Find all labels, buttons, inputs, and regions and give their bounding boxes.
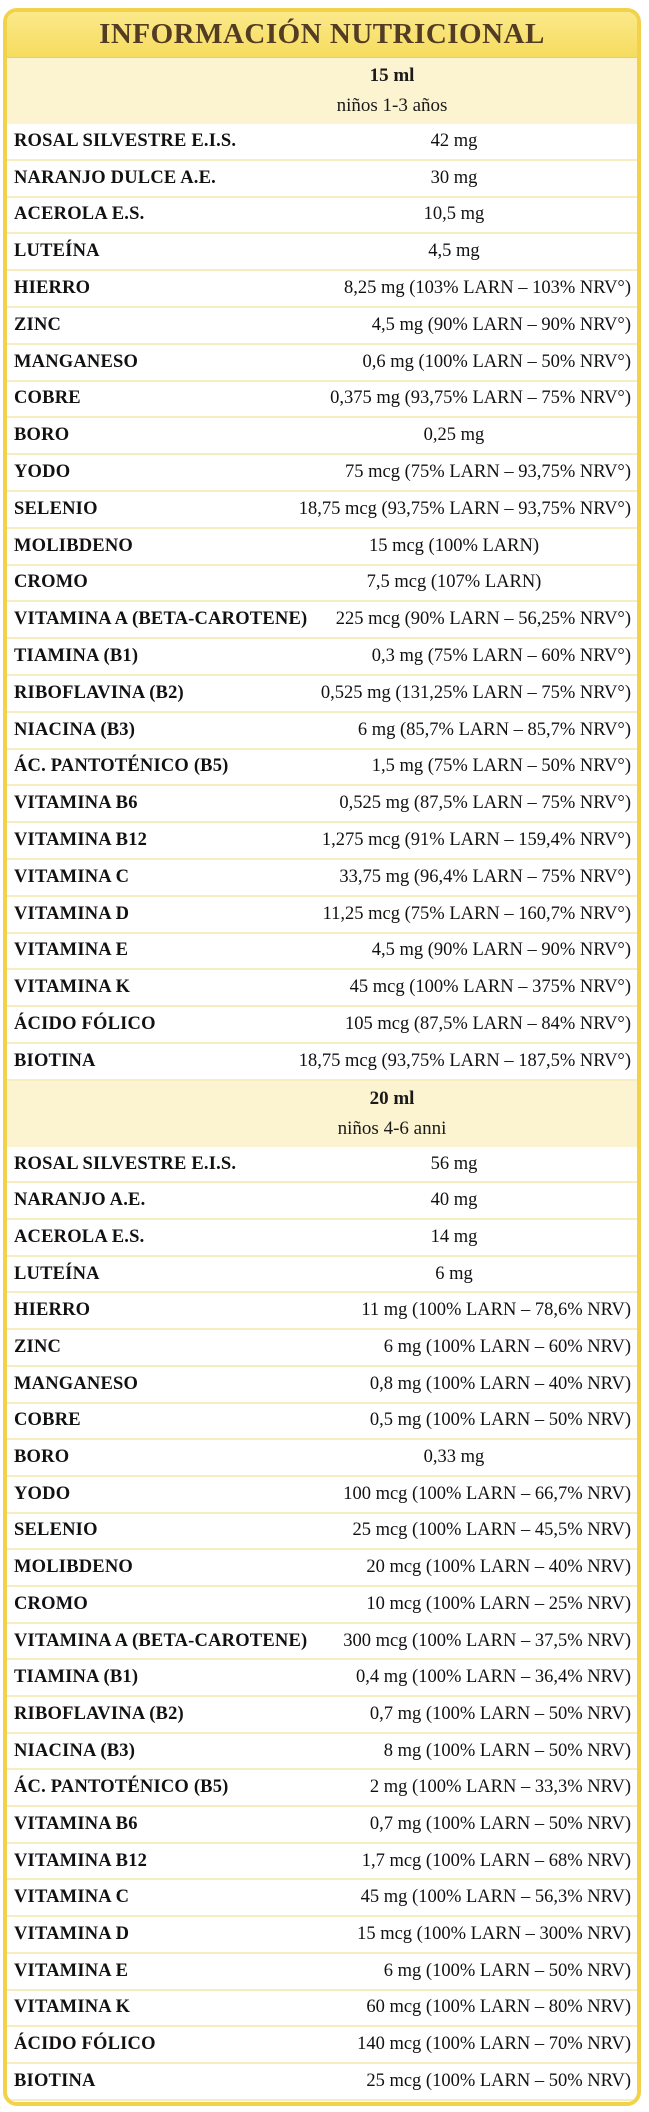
- nutrient-name: NARANJO DULCE A.E.: [14, 167, 216, 188]
- nutrient-name: YODO: [14, 462, 71, 483]
- nutrient-value: 8,25 mg (103% LARN – 103% NRV°): [344, 278, 631, 299]
- nutrient-name: SELENIO: [14, 498, 98, 519]
- nutrient-row: [7, 1991, 637, 2028]
- nutrient-row: [7, 1807, 637, 1844]
- nutrient-value: 1,275 mcg (91% LARN – 159,4% NRV°): [321, 830, 631, 851]
- nutrient-name: VITAMINA A (BETA-CAROTENE): [14, 609, 308, 630]
- nutrient-value: 300 mcg (100% LARN – 37,5% NRV): [343, 1630, 631, 1651]
- nutrient-value: 4,5 mg (90% LARN – 90% NRV°): [371, 940, 631, 961]
- nutrient-value: 14 mg: [430, 1226, 478, 1247]
- nutrient-value: 0,4 mg (100% LARN – 36,4% NRV): [356, 1667, 631, 1688]
- nutrient-row: [7, 1404, 637, 1441]
- nutrient-value: 60 mcg (100% LARN – 80% NRV): [366, 1997, 631, 2018]
- nutrient-name: MOLIBDENO: [14, 535, 133, 556]
- nutrient-name: NIACINA (B3): [14, 719, 136, 740]
- nutrient-name: BORO: [14, 425, 70, 446]
- nutrient-value: 15 mcg (100% LARN): [368, 535, 540, 556]
- nutrient-row: [7, 860, 637, 897]
- nutrient-value: 225 mcg (90% LARN – 56,25% NRV°): [335, 609, 631, 630]
- nutrient-name: VITAMINA K: [14, 1997, 131, 2018]
- nutrient-value: 100 mcg (100% LARN – 66,7% NRV): [343, 1483, 631, 1504]
- nutrient-row: [7, 455, 637, 492]
- nutrient-name: VITAMINA E: [14, 940, 129, 961]
- nutrient-row: [7, 1007, 637, 1044]
- nutrient-row: [7, 1844, 637, 1881]
- nutrient-row: [7, 271, 637, 308]
- nutrition-panel: [3, 8, 641, 2106]
- nutrient-value: 8 mg (100% LARN – 50% NRV): [383, 1740, 631, 1761]
- nutrient-row: [7, 823, 637, 860]
- nutrient-row: [7, 1697, 637, 1734]
- nutrient-row: [7, 1293, 637, 1330]
- nutrient-value: 42 mg: [430, 130, 478, 151]
- nutrient-row: [7, 639, 637, 676]
- nutrient-row: [7, 1330, 637, 1367]
- nutrient-row: [7, 1624, 637, 1661]
- nutrient-name: VITAMINA A (BETA-CAROTENE): [14, 1630, 308, 1651]
- nutrient-row: [7, 198, 637, 235]
- nutrient-name: BORO: [14, 1447, 70, 1468]
- nutrient-value: 15 mcg (100% LARN – 300% NRV): [357, 1924, 631, 1944]
- age-group: niños 1-3 años: [336, 95, 448, 116]
- nutrient-value: 75 mcg (75% LARN – 93,75% NRV°): [345, 462, 631, 483]
- nutrient-row: [7, 1044, 637, 1081]
- nutrient-name: RIBOFLAVINA (B2): [14, 682, 184, 703]
- nutrient-value: 25 mcg (100% LARN – 50% NRV): [366, 2070, 631, 2091]
- nutrient-name: ÁCIDO FÓLICO: [14, 1014, 156, 1035]
- nutrient-value: 0,25 mg: [423, 425, 485, 446]
- nutrient-name: MANGANESO: [14, 1373, 139, 1394]
- nutrient-row: [7, 566, 637, 603]
- nutrient-name: BIOTINA: [14, 1050, 96, 1071]
- nutrient-value: 6 mg (100% LARN – 50% NRV): [383, 1960, 631, 1981]
- sections-container: [7, 58, 637, 2101]
- nutrient-value: 1,7 mcg (100% LARN – 68% NRV): [361, 1850, 631, 1871]
- serving-quantity: 20 ml: [369, 1087, 415, 1109]
- nutrient-value: 40 mg: [430, 1190, 478, 1211]
- nutrient-row: [7, 1660, 637, 1697]
- nutrient-value: 11 mg (100% LARN – 78,6% NRV): [361, 1300, 631, 1321]
- nutrient-name: ACEROLA E.S.: [14, 1226, 145, 1247]
- nutrient-row: [7, 1734, 637, 1771]
- nutrient-row: [7, 1183, 637, 1220]
- nutrient-name: ACEROLA E.S.: [14, 204, 145, 225]
- nutrient-row: [7, 124, 637, 161]
- nutrient-name: ROSAL SILVESTRE E.I.S.: [14, 130, 237, 151]
- nutrient-row: [7, 382, 637, 419]
- nutrient-row: [7, 2064, 637, 2101]
- nutrient-value: 0,5 mg (100% LARN – 50% NRV): [369, 1410, 631, 1431]
- nutrient-row: [7, 418, 637, 455]
- nutrient-name: VITAMINA D: [14, 1924, 130, 1944]
- nutrient-name: HIERRO: [14, 278, 91, 299]
- nutrient-value: 20 mcg (100% LARN – 40% NRV): [366, 1557, 631, 1578]
- nutrient-name: TIAMINA (B1): [14, 1667, 139, 1688]
- nutrient-row: [7, 897, 637, 934]
- nutrient-row: [7, 676, 637, 713]
- nutrient-row: [7, 970, 637, 1007]
- nutrient-value: 0,7 mg (100% LARN – 50% NRV): [369, 1813, 631, 1834]
- nutrient-name: NIACINA (B3): [14, 1740, 136, 1761]
- nutrient-value: 45 mg (100% LARN – 56,3% NRV): [360, 1887, 631, 1908]
- panel-title: INFORMACIÓN NUTRICIONAL: [7, 12, 637, 58]
- nutrient-value: 0,525 mg (131,25% LARN – 75% NRV°): [320, 682, 631, 703]
- nutrient-value: 25 mcg (100% LARN – 45,5% NRV): [352, 1520, 631, 1541]
- nutrient-row: [7, 492, 637, 529]
- nutrient-row: [7, 602, 637, 639]
- nutrient-name: VITAMINA D: [14, 903, 130, 924]
- nutrient-row: [7, 308, 637, 345]
- nutrient-name: ZINC: [14, 314, 62, 335]
- nutrient-name: COBRE: [14, 1410, 81, 1431]
- nutrient-name: CROMO: [14, 572, 88, 593]
- section-header: [7, 1081, 637, 1147]
- nutrient-row: [7, 1220, 637, 1257]
- nutrient-name: RIBOFLAVINA (B2): [14, 1703, 184, 1724]
- nutrient-name: SELENIO: [14, 1520, 98, 1541]
- nutrient-name: VITAMINA B12: [14, 1850, 148, 1871]
- nutrient-row: [7, 1550, 637, 1587]
- nutrient-row: [7, 345, 637, 382]
- nutrient-name: HIERRO: [14, 1300, 91, 1321]
- nutrient-row: [7, 1587, 637, 1624]
- nutrient-name: NARANJO A.E.: [14, 1190, 146, 1211]
- nutrient-value: 105 mcg (87,5% LARN – 84% NRV°): [345, 1014, 631, 1035]
- nutrient-name: LUTEÍNA: [14, 1263, 100, 1284]
- nutrient-name: VITAMINA B12: [14, 830, 148, 851]
- nutrient-value: 4,5 mg: [428, 241, 480, 262]
- nutrient-name: YODO: [14, 1483, 71, 1504]
- nutrient-row: [7, 1917, 637, 1954]
- nutrient-row: [7, 1147, 637, 1184]
- nutrient-value: 18,75 mcg (93,75% LARN – 187,5% NRV°): [298, 1050, 631, 1071]
- nutrient-name: CROMO: [14, 1593, 88, 1614]
- nutrient-row: [7, 529, 637, 566]
- nutrition-section: [7, 1081, 637, 2101]
- age-group: niños 4-6 anni: [337, 1117, 447, 1139]
- nutrient-value: 0,33 mg: [423, 1447, 485, 1468]
- nutrient-name: ÁCIDO FÓLICO: [14, 2034, 156, 2055]
- nutrient-name: MANGANESO: [14, 351, 139, 372]
- nutrient-name: MOLIBDENO: [14, 1557, 133, 1578]
- nutrient-value: 0,525 mg (87,5% LARN – 75% NRV°): [339, 793, 631, 814]
- nutrient-value: 18,75 mcg (93,75% LARN – 93,75% NRV°): [298, 498, 631, 519]
- nutrient-name: ROSAL SILVESTRE E.I.S.: [14, 1153, 237, 1174]
- nutrient-value: 0,375 mg (93,75% LARN – 75% NRV°): [330, 388, 631, 409]
- nutrient-name: ÁC. PANTOTÉNICO (B5): [14, 1777, 229, 1798]
- nutrient-row: [7, 1367, 637, 1404]
- nutrient-value: 0,3 mg (75% LARN – 60% NRV°): [371, 646, 631, 667]
- nutrient-row: [7, 750, 637, 787]
- nutrient-value: 140 mcg (100% LARN – 70% NRV): [357, 2034, 631, 2055]
- nutrient-name: VITAMINA C: [14, 866, 130, 887]
- nutrient-value: 6 mg: [435, 1263, 473, 1284]
- nutrient-value: 45 mcg (100% LARN – 375% NRV°): [349, 977, 631, 998]
- nutrient-name: ZINC: [14, 1337, 62, 1357]
- nutrient-value: 7,5 mcg (107% LARN): [366, 572, 542, 593]
- nutrient-value: 10,5 mg: [423, 204, 485, 225]
- nutrient-row: [7, 234, 637, 271]
- section-header: [7, 58, 637, 124]
- serving-quantity: 15 ml: [369, 65, 415, 86]
- nutrient-value: 0,7 mg (100% LARN – 50% NRV): [369, 1703, 631, 1724]
- nutrient-row: [7, 713, 637, 750]
- nutrient-value: 4,5 mg (90% LARN – 90% NRV°): [371, 314, 631, 335]
- nutrient-name: VITAMINA K: [14, 977, 131, 998]
- nutrient-value: 6 mg (85,7% LARN – 85,7% NRV°): [357, 719, 631, 740]
- nutrient-row: [7, 1514, 637, 1551]
- nutrient-value: 0,6 mg (100% LARN – 50% NRV°): [362, 351, 631, 372]
- nutrient-row: [7, 1257, 637, 1294]
- nutrient-name: COBRE: [14, 388, 81, 409]
- nutrient-name: LUTEÍNA: [14, 241, 100, 262]
- nutrient-value: 0,8 mg (100% LARN – 40% NRV): [369, 1373, 631, 1394]
- nutrient-name: TIAMINA (B1): [14, 646, 139, 667]
- nutrient-row: [7, 1770, 637, 1807]
- nutrition-section: [7, 58, 637, 1081]
- nutrient-value: 33,75 mg (96,4% LARN – 75% NRV°): [339, 866, 631, 887]
- nutrient-value: 56 mg: [430, 1153, 478, 1174]
- nutrient-value: 1,5 mg (75% LARN – 50% NRV°): [371, 756, 631, 777]
- nutrient-name: VITAMINA B6: [14, 1813, 138, 1834]
- nutrient-row: [7, 786, 637, 823]
- nutrient-value: 30 mg: [430, 167, 478, 188]
- nutrient-row: [7, 1440, 637, 1477]
- nutrient-row: [7, 1880, 637, 1917]
- nutrient-row: [7, 1954, 637, 1991]
- nutrient-value: 2 mg (100% LARN – 33,3% NRV): [369, 1777, 631, 1798]
- nutrient-value: 10 mcg (100% LARN – 25% NRV): [366, 1593, 631, 1614]
- nutrient-name: ÁC. PANTOTÉNICO (B5): [14, 756, 229, 777]
- nutrient-name: VITAMINA E: [14, 1960, 129, 1981]
- nutrient-name: VITAMINA B6: [14, 793, 138, 814]
- nutrient-row: [7, 934, 637, 971]
- nutrient-name: BIOTINA: [14, 2070, 96, 2091]
- nutrient-value: 11,25 mcg (75% LARN – 160,7% NRV°): [322, 903, 631, 924]
- nutrient-name: VITAMINA C: [14, 1887, 130, 1908]
- nutrient-row: [7, 2027, 637, 2064]
- nutrient-row: [7, 161, 637, 198]
- nutrient-value: 6 mg (100% LARN – 60% NRV): [383, 1337, 631, 1357]
- nutrient-row: [7, 1477, 637, 1514]
